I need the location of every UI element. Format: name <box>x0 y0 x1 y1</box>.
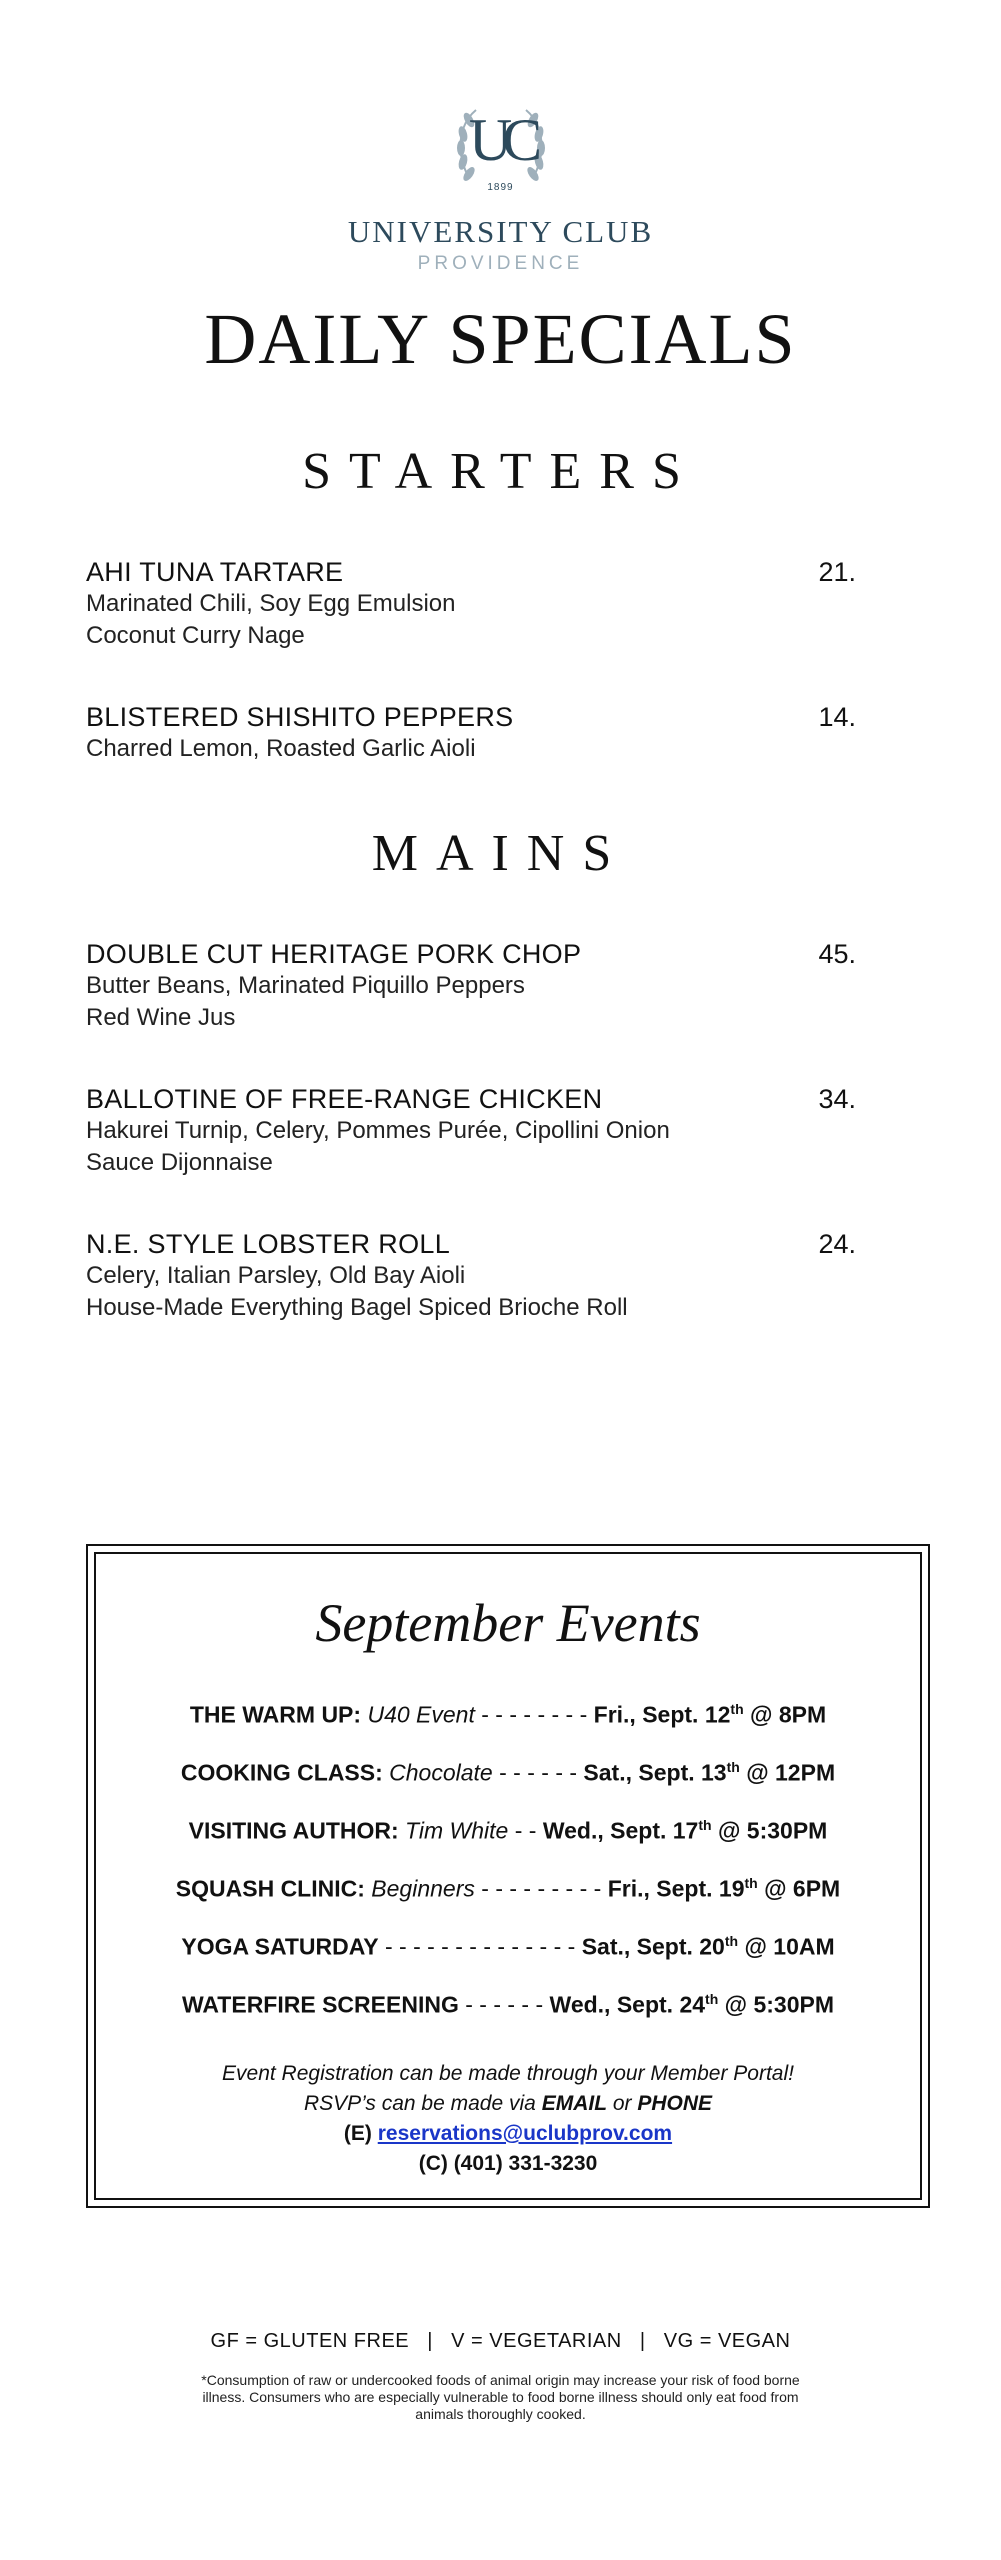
events-title: September Events <box>315 1593 701 1653</box>
menu-item-name: BLISTERED SHISHITO PEPPERS <box>86 702 514 732</box>
logo-year: 1899 <box>487 182 514 193</box>
event-detail: Beginners <box>371 1875 475 1902</box>
event-detail: U40 Event <box>367 1701 475 1728</box>
event-time: @ 12PM <box>746 1759 836 1786</box>
event-row <box>96 1810 920 1846</box>
menu-item-description: Coconut Curry Nage <box>86 622 305 649</box>
menu-item-price: 24. <box>818 1229 856 1259</box>
event-label: THE WARM UP: <box>189 1701 362 1728</box>
logo-club-name: UNIVERSITY CLUB <box>347 214 654 249</box>
rsvp-email-label: EMAIL <box>541 2092 608 2115</box>
menu-item-name: BALLOTINE OF FREE-RANGE CHICKEN <box>86 1084 603 1114</box>
event-date-suffix: th <box>724 1933 739 1949</box>
rsvp-text: RSVP’s can be made via <box>303 2092 542 2115</box>
event-dashes: - - - - - - - - - <box>481 1875 602 1902</box>
event-date: Wed., Sept. 17 <box>542 1817 699 1844</box>
reservations-phone: (C) (401) 331-3230 <box>418 2152 598 2175</box>
menu-item <box>86 556 856 652</box>
event-label: SQUASH CLINIC: <box>175 1875 365 1902</box>
event-label: VISITING AUTHOR: <box>188 1817 399 1844</box>
logo-monogram-mark <box>431 92 571 212</box>
event-time: @ 6PM <box>764 1875 841 1902</box>
event-date-suffix: th <box>730 1701 744 1717</box>
logo-city: PROVIDENCE <box>417 253 584 274</box>
menu-item-price: 45. <box>818 939 856 969</box>
logo-monogram: UC <box>468 107 533 173</box>
event-date: Sat., Sept. 20 <box>581 1933 725 1960</box>
event-dashes: - - - - - - <box>499 1759 578 1786</box>
event-label: WATERFIRE SCREENING <box>181 1991 459 2018</box>
menu-item-description: Butter Beans, Marinated Piquillo Peppers <box>86 972 525 999</box>
food-safety-disclaimer: *Consumption of raw or undercooked foods of animal origin may increase your risk of food borne illness. Consumers who are especially vulnerable to food borne illness should only eat food from animals thoroughly cooked. <box>201 2372 800 2422</box>
event-date-suffix: th <box>726 1759 740 1775</box>
event-date-suffix: th <box>705 1991 719 2007</box>
event-date-suffix: th <box>744 1875 758 1891</box>
event-row <box>96 1694 920 1730</box>
menu-item <box>86 701 856 765</box>
menu-item <box>86 938 856 1034</box>
section-heading-mains: MAINS <box>371 825 630 882</box>
menu-item-name: N.E. STYLE LOBSTER ROLL <box>86 1229 451 1259</box>
event-dashes: - - - - - - - - <box>481 1701 588 1728</box>
menu-item-name: AHI TUNA TARTARE <box>86 557 344 587</box>
club-logo <box>0 92 1001 275</box>
page-title: DAILY SPECIALS <box>204 299 797 379</box>
email-prefix: (E) <box>343 2122 378 2145</box>
menu-item-description: Celery, Italian Parsley, Old Bay Aioli <box>86 1262 466 1289</box>
menu-item-description: Red Wine Jus <box>86 1004 236 1031</box>
event-row <box>96 1868 920 1904</box>
rsvp-or-text: or <box>607 2092 638 2115</box>
event-detail: Tim White <box>405 1817 509 1844</box>
event-date: Fri., Sept. 19 <box>607 1875 745 1902</box>
event-date-suffix: th <box>698 1817 712 1833</box>
event-row <box>96 1926 920 1962</box>
event-time: @ 5:30PM <box>724 1991 835 2018</box>
menu-item-description: Sauce Dijonnaise <box>86 1149 273 1176</box>
menu-item-name: DOUBLE CUT HERITAGE PORK CHOP <box>86 939 582 969</box>
event-time: @ 5:30PM <box>717 1817 828 1844</box>
section-heading-starters: STARTERS <box>302 443 699 500</box>
menu-item-description: Marinated Chili, Soy Egg Emulsion <box>86 590 456 617</box>
menu-item-price: 21. <box>818 557 856 587</box>
event-date: Wed., Sept. 24 <box>549 1991 706 2018</box>
menu-item <box>86 1228 856 1324</box>
reservations-email-link[interactable]: reservations@uclubprov.com <box>377 2122 673 2145</box>
rsvp-phone-label: PHONE <box>637 2092 713 2115</box>
event-label: YOGA SATURDAY <box>181 1933 379 1960</box>
event-dashes: - - - - - - <box>465 1991 544 2018</box>
menu-item-price: 34. <box>818 1084 856 1114</box>
event-dashes: - - <box>514 1817 537 1844</box>
event-label: COOKING CLASS: <box>180 1759 383 1786</box>
menu-item-price: 14. <box>818 702 856 732</box>
menu-item-description: House-Made Everything Bagel Spiced Brioche Roll <box>86 1294 628 1321</box>
event-time: @ 8PM <box>750 1701 827 1728</box>
events-box-inner-border <box>94 1552 922 2200</box>
events-box <box>86 1544 930 2208</box>
event-row <box>96 1752 920 1788</box>
event-date: Sat., Sept. 13 <box>583 1759 727 1786</box>
event-detail: Chocolate <box>389 1759 493 1786</box>
events-registration-note <box>96 2059 920 2179</box>
menu-item-description: Hakurei Turnip, Celery, Pommes Purée, Cipollini Onion <box>86 1117 670 1144</box>
menu-item <box>86 1083 856 1179</box>
event-date: Fri., Sept. 12 <box>593 1701 731 1728</box>
dietary-legend: GF = GLUTEN FREE | V = VEGETARIAN | VG = VEGAN <box>210 2330 791 2352</box>
event-dashes: - - - - - - - - - - - - - - <box>384 1933 576 1960</box>
event-time: @ 10AM <box>744 1933 835 1960</box>
menu-item-description: Charred Lemon, Roasted Garlic Aioli <box>86 735 476 762</box>
event-row <box>96 1984 920 2020</box>
registration-text: Event Registration can be made through your Member Portal! <box>222 2062 794 2085</box>
